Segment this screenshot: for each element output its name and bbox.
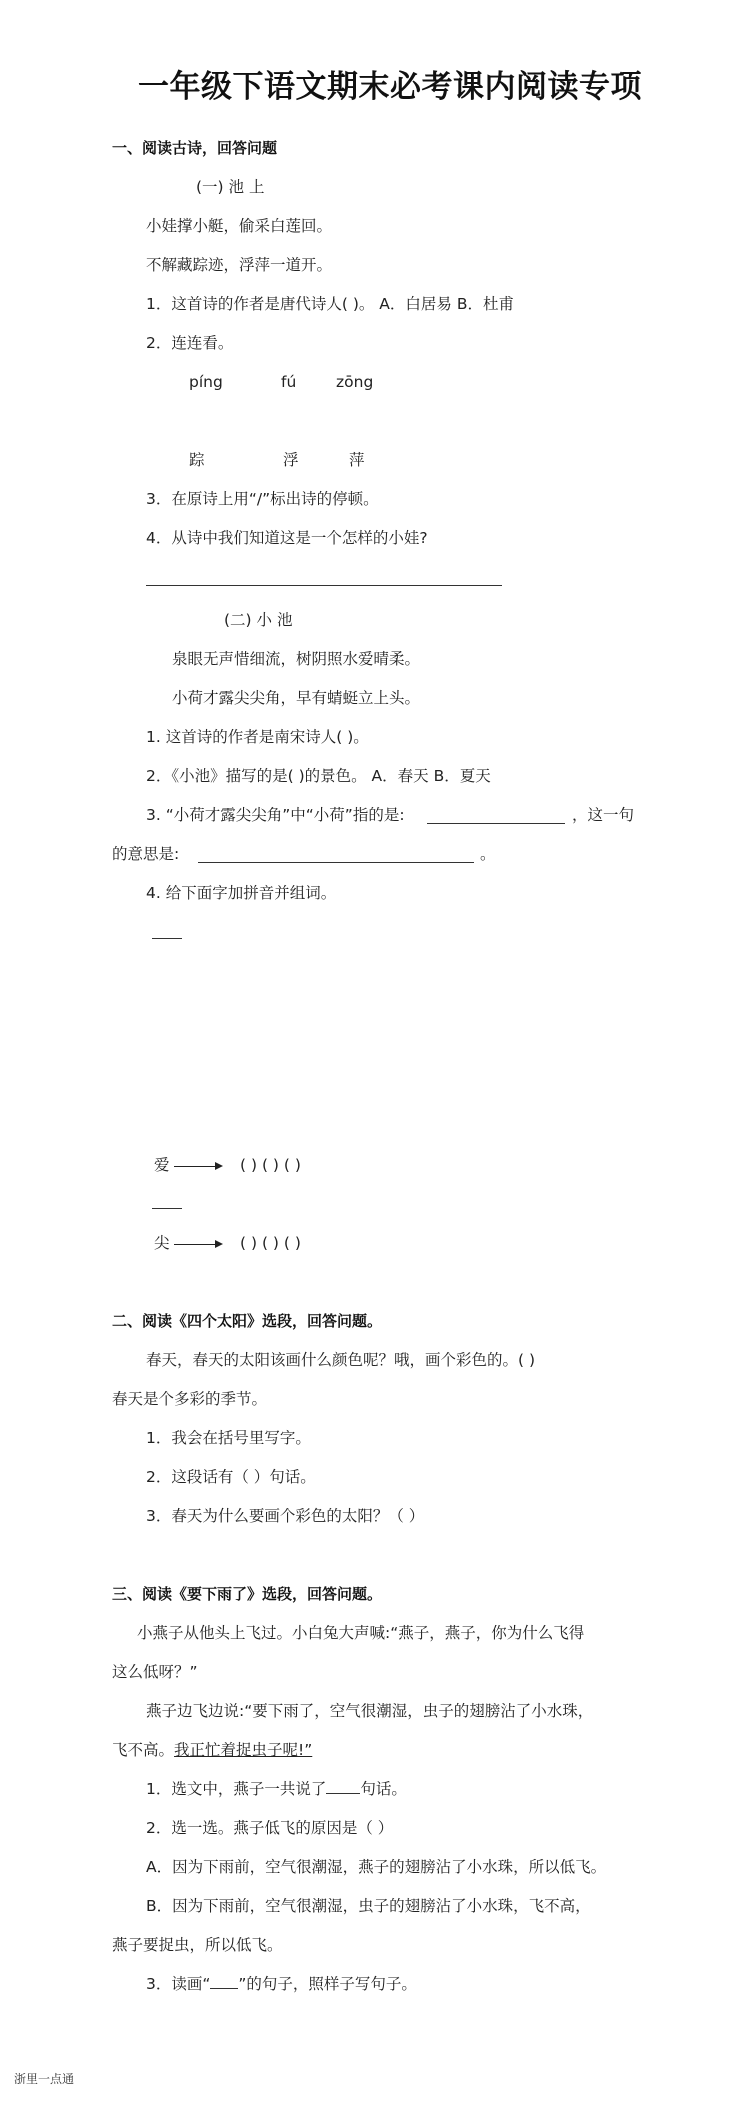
underlined-sentence: 我正忙着捉虫子呢!” xyxy=(174,1741,313,1759)
poem1-question1: 1．这首诗的作者是唐代诗人( )。 A．白居易 B．杜甫 xyxy=(146,295,514,313)
arrow-line xyxy=(174,1244,216,1245)
section3-paragraph2-cont xyxy=(112,1741,312,1760)
section3-question3-text: 3．读画“ xyxy=(146,1975,211,1993)
section3-question2: 2．选一选。燕子低飞的原因是（ ） xyxy=(146,1819,394,1837)
section3-question1-tail: 句话。 xyxy=(360,1780,407,1798)
pinyin-fu: fú xyxy=(281,373,297,391)
answer-blank xyxy=(326,1780,360,1794)
char-fu: 浮 xyxy=(283,451,299,469)
section3-paragraph1-cont: 这么低呀？” xyxy=(112,1663,198,1681)
word-char-jian: 尖 xyxy=(154,1234,170,1252)
section3-question1 xyxy=(146,1780,407,1799)
section2-question1: 1．我会在括号里写字。 xyxy=(146,1429,311,1447)
answer-line xyxy=(427,823,565,824)
section3-paragraph2-text: 飞不高。 xyxy=(112,1741,175,1759)
arrow-line xyxy=(174,1166,216,1167)
arrow-right-icon xyxy=(215,1162,223,1170)
poem1-question4: 4．从诗中我们知道这是一个怎样的小娃? xyxy=(146,529,428,547)
section3-question1-text: 1．选文中，燕子一共说了 xyxy=(146,1780,327,1798)
poem2-line2: 小荷才露尖尖角，早有蜻蜓立上头。 xyxy=(172,689,421,707)
char-ping: 萍 xyxy=(349,451,365,469)
section2-paragraph-cont: 春天是个多彩的季节。 xyxy=(112,1390,268,1408)
poem2-question3-tail: ，这一句 xyxy=(572,806,635,824)
pinyin-zong: zōng xyxy=(336,373,374,391)
section3-option-a: A．因为下雨前，空气很潮湿，燕子的翅膀沾了小水珠，所以低飞。 xyxy=(146,1858,607,1876)
answer-line xyxy=(146,585,502,586)
section3-question3-tail: ”的句子，照样子写句子。 xyxy=(238,1975,417,1993)
section2-paragraph: 春天，春天的太阳该画什么颜色呢？哦，画个彩色的。( ) xyxy=(146,1351,536,1369)
pinyin-ping: píng xyxy=(189,373,223,391)
poem1-question2: 2．连连看。 xyxy=(146,334,234,352)
word-blanks-jian: ( ) ( ) ( ) xyxy=(240,1234,301,1252)
arrow-right-icon xyxy=(215,1240,223,1248)
word-blanks-ai: ( ) ( ) ( ) xyxy=(240,1156,301,1174)
poem2-question3: 3. “小荷才露尖尖角”中“小荷”指的是: xyxy=(146,806,405,824)
section2-question2: 2．这段话有（ ）句话。 xyxy=(146,1468,316,1486)
poem1-question3: 3．在原诗上用“/”标出诗的停顿。 xyxy=(146,490,379,508)
section3-option-b-cont: 燕子要捉虫，所以低飞。 xyxy=(112,1936,283,1954)
poem2-question4: 4. 给下面字加拼音并组词。 xyxy=(146,884,337,902)
section1-heading: 一、阅读古诗，回答问题 xyxy=(112,139,278,157)
pinyin-blank xyxy=(152,1208,182,1209)
poem1-title: (一) 池 上 xyxy=(196,178,265,196)
section3-paragraph1: 小燕子从他头上飞过。小白兔大声喊:“燕子，燕子，你为什么飞得 xyxy=(137,1624,585,1642)
char-zong: 踪 xyxy=(189,451,205,469)
poem2-question2: 2．《小池》描写的是( )的景色。 A．春天 B．夏天 xyxy=(146,767,491,785)
pinyin-blank xyxy=(152,938,182,939)
poem2-title: (二) 小 池 xyxy=(224,611,293,629)
underline-sample xyxy=(210,1975,238,1989)
section3-option-b: B．因为下雨前，空气很潮湿，虫子的翅膀沾了小水珠，飞不高， xyxy=(146,1897,591,1915)
poem2-question3-end: 。 xyxy=(480,845,496,863)
section3-paragraph2: 燕子边飞边说:“要下雨了，空气很潮湿，虫子的翅膀沾了小水珠， xyxy=(146,1702,594,1720)
page-title: 一年级下语文期末必考课内阅读专项 xyxy=(138,69,642,105)
section3-question3 xyxy=(146,1975,417,1994)
section2-question3: 3．春天为什么要画个彩色的太阳？（ ） xyxy=(146,1507,425,1525)
poem2-line1: 泉眼无声惜细流，树阴照水爱晴柔。 xyxy=(172,650,421,668)
poem2-question1: 1. 这首诗的作者是南宋诗人( )。 xyxy=(146,728,369,746)
poem1-line2: 不解藏踪迹，浮萍一道开。 xyxy=(146,256,333,274)
poem1-line1: 小娃撑小艇，偷采白莲回。 xyxy=(146,217,333,235)
footer-watermark: 浙里一点通 xyxy=(14,2072,75,2086)
answer-line xyxy=(198,862,474,863)
section3-heading: 三、阅读《要下雨了》选段，回答问题。 xyxy=(112,1585,383,1603)
word-char-ai: 爱 xyxy=(154,1156,170,1174)
poem2-question3-meaning: 的意思是: xyxy=(112,845,180,863)
section2-heading: 二、阅读《四个太阳》选段，回答问题。 xyxy=(112,1312,383,1330)
